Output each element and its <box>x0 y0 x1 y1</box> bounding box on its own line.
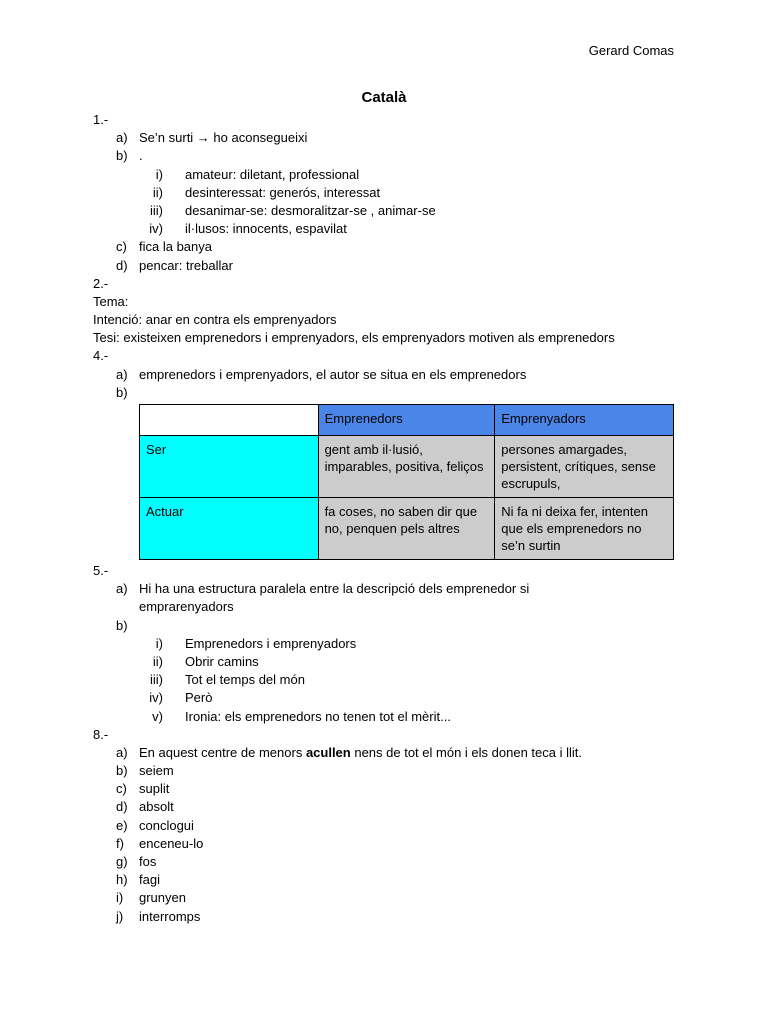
table-header-cell: Emprenedors <box>318 405 495 436</box>
list-marker: d) <box>116 257 128 273</box>
list-marker: a) <box>116 366 128 382</box>
row-label-cell: Actuar <box>140 498 319 560</box>
list-item <box>93 147 678 165</box>
list-item <box>93 762 678 780</box>
table-header-cell: Emprenyadors <box>495 405 674 436</box>
list-text: desinteressat: generós, interessat <box>185 184 381 200</box>
table-row <box>140 498 674 560</box>
list-text: Hi ha una estructura paralela entre la descripció dels emprenedor si emprarenyadors <box>139 581 530 615</box>
question-number: 2.- <box>93 275 109 291</box>
list-text: fagi <box>139 872 160 888</box>
list-text: . <box>139 148 143 164</box>
list-marker: i) <box>116 890 124 906</box>
sub-list-item <box>93 166 678 184</box>
list-marker: iv) <box>149 221 163 237</box>
list-item <box>93 835 678 853</box>
sub-list-item <box>93 689 678 707</box>
question-number: 4.- <box>93 348 109 364</box>
list-item <box>93 744 678 762</box>
list-item <box>93 257 678 275</box>
list-item <box>93 889 678 907</box>
list-item <box>93 129 678 147</box>
list-marker: i) <box>155 166 163 182</box>
sentence-end: nens de tot el món i els donen teca i llit. <box>350 744 582 760</box>
tema-line: Tema: <box>93 293 129 309</box>
list-text: fica la banya <box>139 239 212 255</box>
list-marker: b) <box>116 148 128 164</box>
bold-word: acullen <box>305 744 351 760</box>
list-text: il·lusos: innocents, espavilat <box>185 221 347 237</box>
table-cell: gent amb il·lusió, imparables, positiva, feliços <box>318 436 495 498</box>
list-marker: e) <box>116 817 128 833</box>
table-cell: Ni fa ni deixa fer, intenten que els emprenedors no se’n surtin <box>495 498 674 560</box>
list-marker: c) <box>116 781 127 797</box>
table-header-row <box>140 405 674 436</box>
list-marker: d) <box>116 799 128 815</box>
list-marker: b) <box>116 617 128 633</box>
list-marker: h) <box>116 872 128 888</box>
list-marker: iv) <box>149 690 163 706</box>
list-text: Tot el temps del món <box>185 672 305 688</box>
list-item <box>93 366 678 384</box>
table-cell: fa coses, no saben dir que no, penquen pels altres <box>318 498 495 560</box>
list-marker: g) <box>116 854 128 870</box>
list-text: amateur: diletant, professional <box>185 166 360 182</box>
list-marker: a) <box>116 130 128 146</box>
list-marker: ii) <box>152 653 163 669</box>
list-item <box>93 580 678 616</box>
list-item <box>93 853 678 871</box>
list-item <box>93 617 678 635</box>
list-marker: v) <box>152 708 163 724</box>
table-row <box>140 436 674 498</box>
list-marker: j) <box>116 908 124 924</box>
list-text: absolt <box>139 799 174 815</box>
list-text: suplit <box>139 781 170 797</box>
comparison-table <box>139 404 674 560</box>
list-text: Emprenedors i emprenyadors <box>185 635 357 651</box>
list-item <box>93 908 678 926</box>
question-number: 5.- <box>93 563 109 578</box>
sentence-start: En aquest centre de menors <box>139 744 306 760</box>
list-text <box>139 744 582 762</box>
list-text: Obrir camins <box>185 653 259 669</box>
list-item <box>93 817 678 835</box>
list-marker: iii) <box>150 672 163 688</box>
list-item <box>93 780 678 798</box>
list-text: Ironia: els emprenedors no tenen tot el mèrit... <box>185 708 451 724</box>
list-marker: a) <box>116 744 128 760</box>
list-marker: a) <box>116 581 128 597</box>
question-number: 8.- <box>93 726 109 742</box>
list-item <box>93 238 678 256</box>
list-text: enceneu-lo <box>139 835 204 851</box>
table-header-cell <box>140 405 319 436</box>
list-text: Però <box>185 690 213 706</box>
list-marker: f) <box>116 835 124 851</box>
list-text: emprenedors i emprenyadors, el autor se situa en els emprenedors <box>139 366 527 382</box>
intencio-line: Intenció: anar en contra els emprenyadors <box>93 312 337 328</box>
list-text: interromps <box>139 908 201 924</box>
list-marker: b) <box>116 384 128 400</box>
list-item <box>93 798 678 816</box>
list-text: pencar: treballar <box>139 257 233 273</box>
question-number: 1.- <box>93 112 109 127</box>
author-name: Gerard Comas <box>588 43 674 58</box>
table-cell: persones amargades, persistent, crítiques, sense escrupuls, <box>495 436 674 498</box>
list-text: seiem <box>139 763 174 779</box>
sub-list-item <box>93 708 678 726</box>
sub-list-item <box>93 653 678 671</box>
sub-list-item <box>93 671 678 689</box>
list-marker: ii) <box>152 184 163 200</box>
list-item <box>93 871 678 889</box>
row-label-cell: Ser <box>140 436 319 498</box>
list-item <box>93 384 678 402</box>
sub-list-item <box>93 635 678 653</box>
tesi-line: Tesi: existeixen emprenedors i emprenyadors, els emprenyadors motiven als emprenedors <box>93 330 615 346</box>
list-text: fos <box>139 854 157 870</box>
list-marker: iii) <box>150 202 163 218</box>
document-title: Català <box>361 89 407 106</box>
document-body <box>93 111 678 926</box>
sub-list-item <box>93 202 678 220</box>
list-marker: c) <box>116 239 127 255</box>
list-text: conclogui <box>139 817 194 833</box>
list-marker: i) <box>155 635 163 651</box>
list-text: Se’n surti → ho aconsegueixi <box>139 130 308 146</box>
sub-list-item <box>93 220 678 238</box>
sub-list-item <box>93 184 678 202</box>
list-text: grunyen <box>139 890 186 906</box>
list-text: desanimar-se: desmoralitzar-se , animar-se <box>185 202 436 218</box>
list-marker: b) <box>116 763 128 779</box>
